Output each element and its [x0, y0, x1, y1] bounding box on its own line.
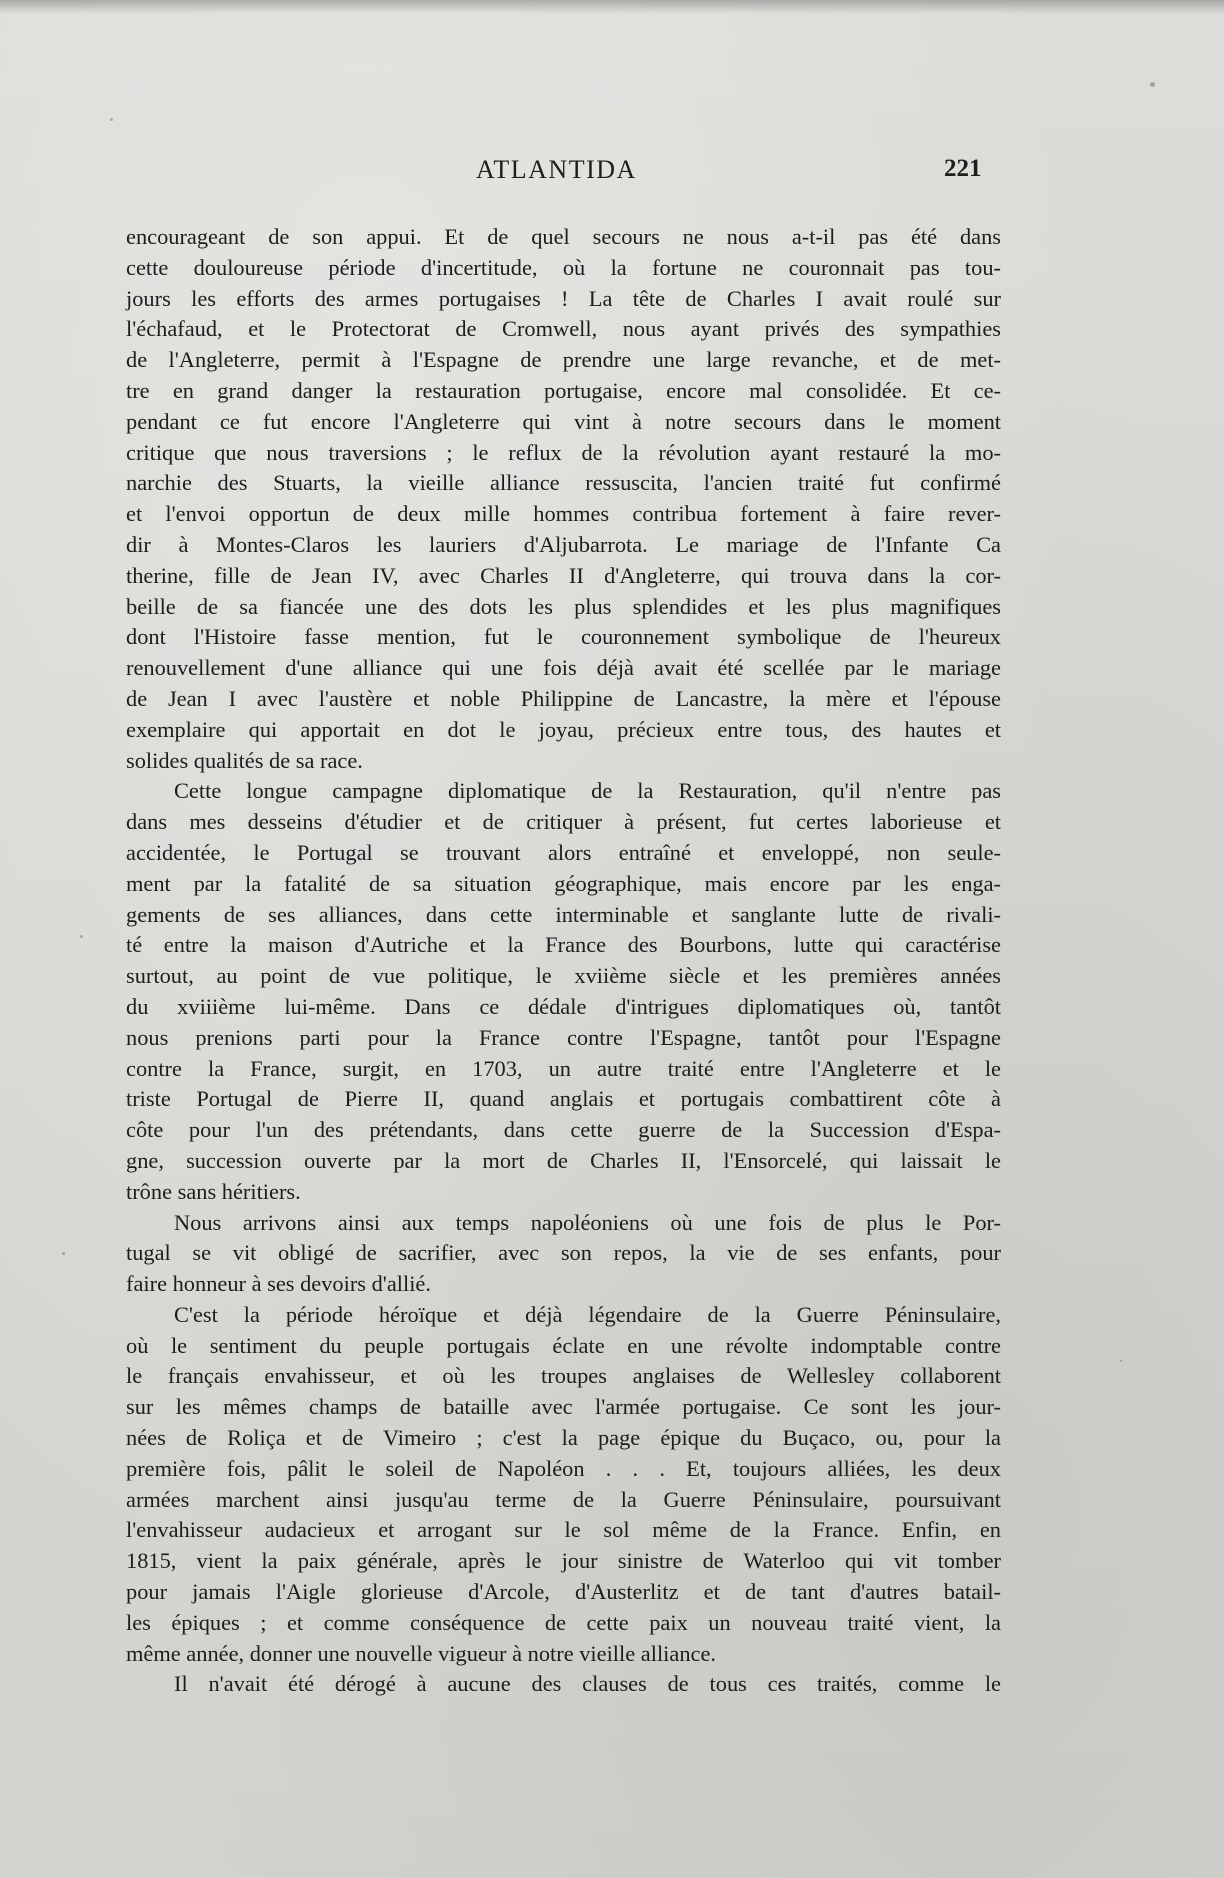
text-line: critique que nous traversions ; le reflux de la révolution ayant restauré la mo- — [126, 439, 1001, 465]
text-line: tugal se vit obligé de sacrifier, avec son repos, la vie de ses enfants, pour — [126, 1240, 1001, 1266]
text-line: où le sentiment du peuple portugais éclate en une révolte indomptable contre — [126, 1332, 1001, 1358]
text-line: nées de Roliça et de Vimeiro ; c'est la page épique du Buçaco, ou, pour la — [126, 1425, 1001, 1451]
text-line: renouvellement d'une alliance qui une fois déjà avait été scellée par le mariage — [126, 655, 1001, 681]
text-line: tre en grand danger la restauration portugaise, encore mal consolidée. Et ce- — [126, 377, 1001, 403]
text-line: de l'Angleterre, permit à l'Espagne de prendre une large revanche, et de met- — [126, 347, 1001, 373]
text-line: l'envahisseur audacieux et arrogant sur le sol même de la France. Enfin, en — [126, 1517, 1001, 1543]
scan-speck — [80, 935, 83, 938]
text-line: cette douloureuse période d'incertitude, où la fortune ne couronnait pas tou- — [126, 254, 1001, 280]
text-line: pendant ce fut encore l'Angleterre qui vint à notre secours dans le moment — [126, 408, 1001, 434]
text-line: sur les mêmes champs de bataille avec l'armée portugaise. Ce sont les jour- — [126, 1394, 1001, 1420]
text-line: et l'envoi opportun de deux mille hommes contribua fortement à faire rever- — [126, 501, 1001, 527]
running-head — [0, 155, 1224, 191]
paragraph — [126, 1300, 1001, 1670]
text-line: gements de ses alliances, dans cette interminable et sanglante lutte de rivali- — [126, 901, 1001, 927]
text-line: Cette longue campagne diplomatique de la Restauration, qu'il n'entre pas — [174, 778, 1001, 804]
text-line: pour jamais l'Aigle glorieuse d'Arcole, d'Austerlitz et de tant d'autres batail- — [126, 1579, 1001, 1605]
text-line: du xviiième lui-même. Dans ce dédale d'intrigues diplomatiques où, tantôt — [126, 993, 1001, 1019]
text-line: les épiques ; et comme conséquence de cette paix un nouveau traité vient, la — [126, 1609, 1001, 1635]
page-number: 221 — [944, 155, 982, 182]
text-line: dans mes desseins d'étudier et de critiquer à présent, fut certes laborieuse et — [126, 809, 1001, 835]
text-line: dir à Montes-Claros les lauriers d'Aljubarrota. Le mariage de l'Infante Ca — [126, 531, 1001, 557]
scan-speck — [1150, 82, 1155, 87]
paragraph — [126, 222, 1001, 776]
text-line: première fois, pâlit le soleil de Napoléon . . . Et, toujours alliées, les deux — [126, 1455, 1001, 1481]
text-line: Nous arrivons ainsi aux temps napoléoniens où une fois de plus le Por- — [174, 1209, 1001, 1235]
text-line: de Jean I avec l'austère et noble Philippine de Lancastre, la mère et l'épouse — [126, 685, 1001, 711]
text-line: l'échafaud, et le Protectorat de Cromwell, nous ayant privés des sympathies — [126, 316, 1001, 342]
text-line: jours les efforts des armes portugaises ! La tête de Charles I avait roulé sur — [126, 285, 1001, 311]
text-line: beille de sa fiancée une des dots les plus splendides et les plus magnifiques — [126, 593, 1001, 619]
text-line: armées marchent ainsi jusqu'au terme de la Guerre Péninsulaire, poursuivant — [126, 1486, 1001, 1512]
paragraph — [126, 1208, 1001, 1300]
scan-speck — [1120, 1360, 1122, 1362]
paragraph — [126, 1669, 1001, 1700]
text-line: 1815, vient la paix générale, après le jour sinistre de Waterloo qui vit tomber — [126, 1548, 1001, 1574]
text-line: therine, fille de Jean IV, avec Charles II d'Angleterre, qui trouva dans la cor- — [126, 562, 1001, 588]
text-line: nous prenions parti pour la France contre l'Espagne, tantôt pour l'Espagne — [126, 1024, 1001, 1050]
text-line: exemplaire qui apportait en dot le joyau, précieux entre tous, des hautes et — [126, 716, 1001, 742]
scan-edge-shadow — [0, 0, 1224, 14]
text-line: accidentée, le Portugal se trouvant alors entraîné et enveloppé, non seule- — [126, 839, 1001, 865]
text-line: triste Portugal de Pierre II, quand anglais et portugais combattirent côte à — [126, 1086, 1001, 1112]
scan-speck — [110, 118, 113, 121]
text-line: le français envahisseur, et où les troupes anglaises de Wellesley collaborent — [126, 1363, 1001, 1389]
body-text — [126, 222, 1001, 1700]
text-line: gne, succession ouverte par la mort de Charles II, l'Ensorcelé, qui laissait le — [126, 1147, 1001, 1173]
text-line: Il n'avait été dérogé à aucune des clauses de tous ces traités, comme le — [174, 1671, 1001, 1697]
paragraph — [126, 776, 1001, 1207]
text-line: côte pour l'un des prétendants, dans cette guerre de la Succession d'Espa- — [126, 1117, 1001, 1143]
text-line: trône sans héritiers. — [126, 1178, 301, 1204]
text-line: surtout, au point de vue politique, le xviième siècle et les premières années — [126, 963, 1001, 989]
running-title: ATLANTIDA — [476, 155, 637, 184]
text-line: dont l'Histoire fasse mention, fut le couronnement symbolique de l'heureux — [126, 624, 1001, 650]
text-line: ment par la fatalité de sa situation géographique, mais encore par les enga- — [126, 870, 1001, 896]
scan-speck — [62, 1252, 65, 1255]
text-line: même année, donner une nouvelle vigueur à notre vieille alliance. — [126, 1640, 716, 1666]
text-line: narchie des Stuarts, la vieille alliance ressuscita, l'ancien traité fut confirmé — [126, 470, 1001, 496]
text-line: té entre la maison d'Autriche et la France des Bourbons, lutte qui caractérise — [126, 932, 1001, 958]
text-line: faire honneur à ses devoirs d'allié. — [126, 1271, 431, 1297]
text-line: contre la France, surgit, en 1703, un autre traité entre l'Angleterre et le — [126, 1055, 1001, 1081]
text-line: C'est la période héroïque et déjà légendaire de la Guerre Péninsulaire, — [174, 1301, 1001, 1327]
text-line: solides qualités de sa race. — [126, 747, 363, 773]
text-line: encourageant de son appui. Et de quel secours ne nous a-t-il pas été dans — [126, 224, 1001, 249]
